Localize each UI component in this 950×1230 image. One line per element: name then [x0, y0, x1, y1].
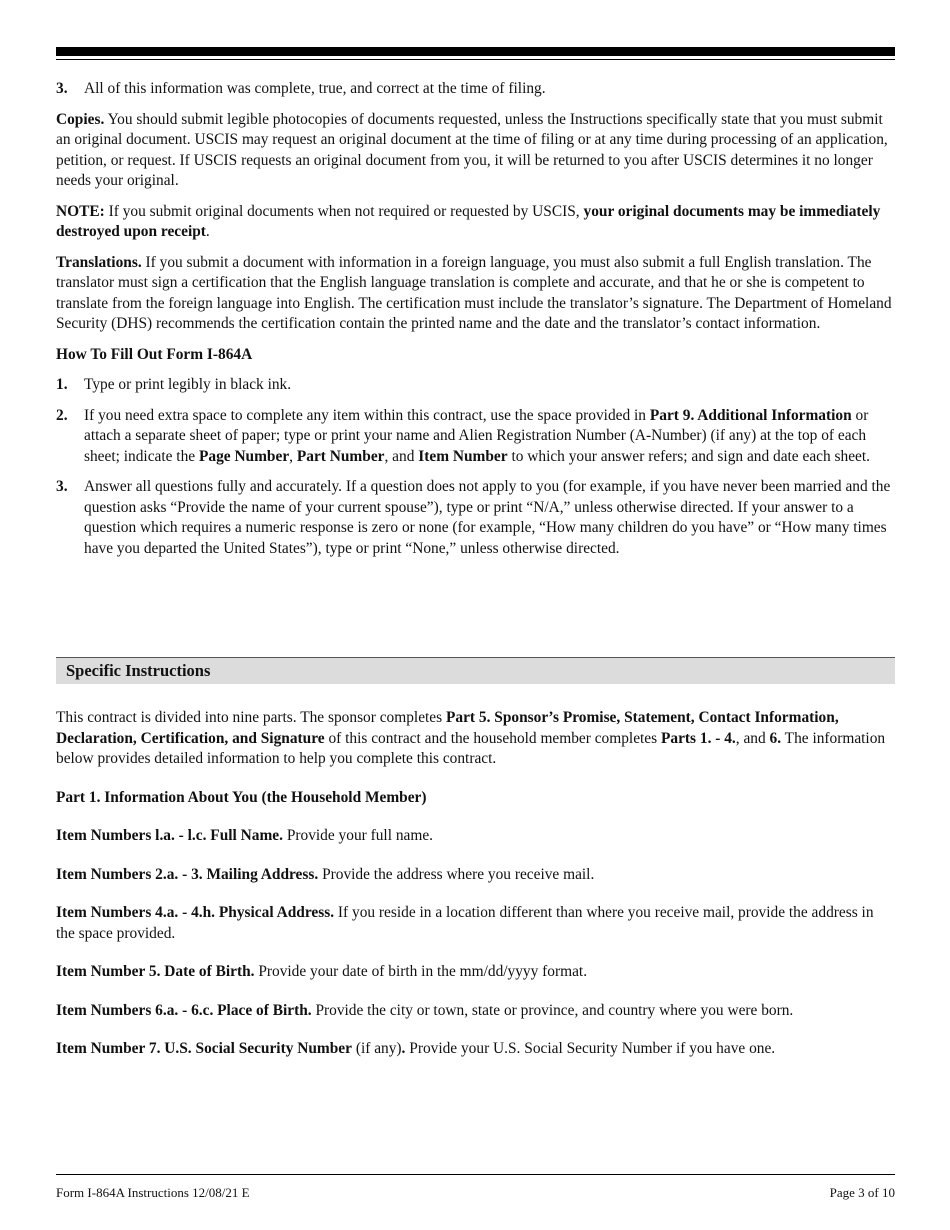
item-paragraph: Item Numbers 2.a. - 3. Mailing Address. Provide the address where you receive mail.	[56, 865, 595, 883]
list-item-text: All of this information was complete, true, and correct at the time of filing.	[84, 80, 546, 97]
list-item	[56, 375, 896, 396]
part1-heading: Part 1. Information About You (the Household Member)	[56, 788, 427, 806]
item-paragraph: Item Numbers 6.a. - 6.c. Place of Birth. Provide the city or town, state or province, and country where you were born.	[56, 1001, 794, 1019]
item-paragraph: Item Numbers l.a. - l.c. Full Name. Provide your full name.	[56, 827, 434, 844]
list-item-number: 3.	[56, 80, 68, 97]
list-item-number: 2.	[56, 406, 68, 424]
note-paragraph: NOTE: If you submit original documents when not required or requested by USCIS, your original documents may be immediately destroyed upon receipt.	[56, 202, 881, 240]
item-label: Item Numbers 6.a. - 6.c. Place of Birth.	[56, 1001, 312, 1019]
list-item-text: Answer all questions fully and accurately. If a question does not apply to you (for example, if you have never been married and the question asks “Provide the name of your current spouse”), type or print “N/A,” unless otherwise directed. If your answer to a question which requires a numeric response is zero or none (for example, “How many children do you have” or “How many times have you departed the United States”), type or print “None,” unless otherwise directed.	[84, 478, 891, 557]
section-title: Specific Instructions	[66, 661, 211, 680]
section-header-bar	[56, 657, 895, 684]
list-item	[56, 477, 896, 559]
item-label: Item Numbers l.a. - l.c. Full Name.	[56, 827, 283, 844]
footer-page-number: Page 3 of 10	[829, 1185, 895, 1200]
specific-instructions	[56, 708, 896, 1078]
list-item-number: 1.	[56, 376, 68, 393]
list-item	[56, 79, 896, 100]
copies-paragraph: Copies. You should submit legible photocopies of documents requested, unless the Instructions specifically state that you must submit an original document. USCIS may request an original document at the time of filing or at any time during processing of an application, petition, or request. If USCIS requests an original document from you, it will be returned to you after USCIS determines it no longer needs your original.	[56, 110, 888, 189]
list-item	[56, 406, 896, 468]
item-paragraph: Item Number 5. Date of Birth. Provide your date of birth in the mm/dd/yyyy format.	[56, 963, 588, 980]
header-thick-rule	[56, 47, 895, 56]
copies-label: Copies.	[56, 110, 105, 128]
item-label: Item Numbers 2.a. - 3. Mailing Address.	[56, 865, 319, 883]
how-to-heading: How To Fill Out Form I-864A	[56, 345, 253, 363]
translations-label: Translations.	[56, 253, 142, 271]
list-item-text: Type or print legibly in black ink.	[84, 376, 292, 393]
header-thin-rule	[56, 59, 895, 60]
specific-intro-paragraph: This contract is divided into nine parts. The sponsor completes Part 5. Sponsor’s Promise, Statement, Contact Information, Declaration, Certification, and Signature of this contract and the household member completes Parts 1. - 4., and 6. The information below provides detailed information to help you complete this contract.	[56, 709, 886, 767]
general-instructions	[56, 79, 896, 569]
item-label: Item Number 5. Date of Birth.	[56, 963, 255, 980]
item-label: Item Number 7. U.S. Social Security Number	[56, 1040, 352, 1057]
note-label: NOTE:	[56, 202, 105, 220]
footer-form-id: Form I-864A Instructions 12/08/21 E	[56, 1185, 250, 1200]
translations-paragraph: Translations. If you submit a document with information in a foreign language, you must also submit a full English translation. The translator must sign a certification that the English language translation is complete and accurate, and that he or she is competent to translate from the foreign language into English. The certification must include the translator’s signature. The Department of Homeland Security (DHS) recommends the certification contain the printed name and the date and the translator’s contact information.	[56, 253, 892, 332]
footer-rule	[56, 1174, 895, 1175]
item-label: Item Numbers 4.a. - 4.h. Physical Address.	[56, 904, 335, 921]
list-item-number: 3.	[56, 478, 68, 495]
item-paragraph: Item Number 7. U.S. Social Security Number (if any). Provide your U.S. Social Security Number if you have one.	[56, 1040, 776, 1057]
list-item-text: If you need extra space to complete any item within this contract, use the space provided in Part 9. Additional Information or attach a separate sheet of paper; type or print your name and Alien Registration Number (A-Number) (if any) at the top of each sheet; indicate the Page Number, Part Number, and Item Number to which your answer refers; and sign and date each sheet.	[84, 406, 870, 465]
item-paragraph: Item Numbers 4.a. - 4.h. Physical Address. If you reside in a location different than where you receive mail, provide the address in the space provided.	[56, 904, 874, 942]
